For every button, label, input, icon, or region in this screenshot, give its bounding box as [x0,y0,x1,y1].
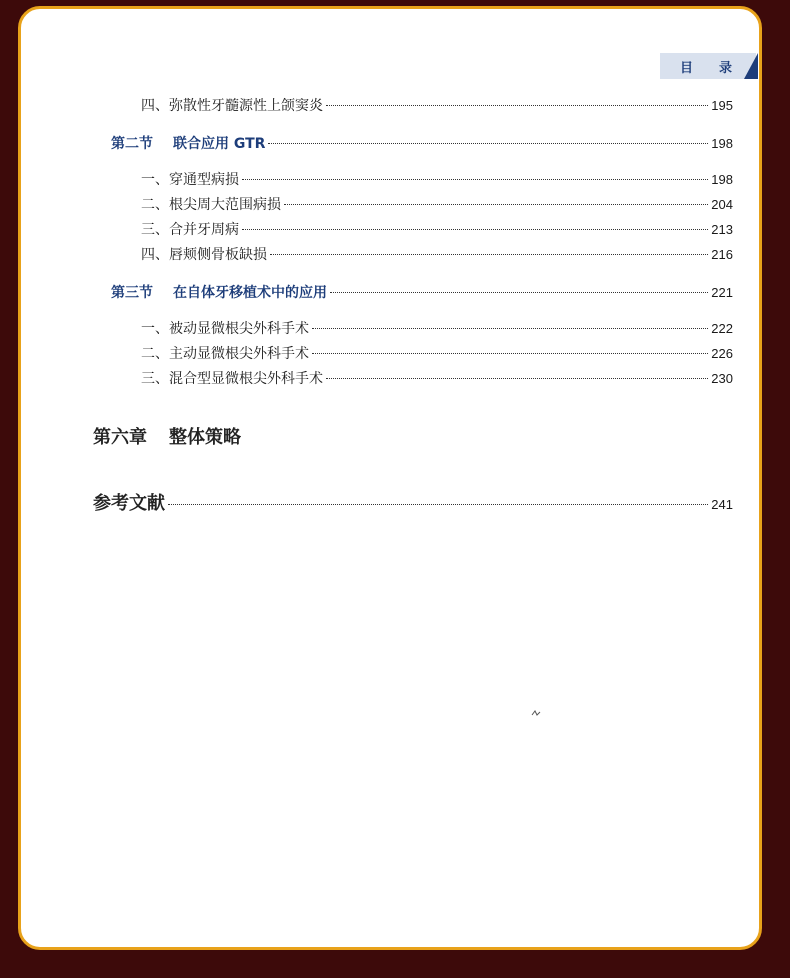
section-title: 在自体牙移植术中的应用 [173,285,327,301]
toc-entry [141,343,733,363]
chapter-title: 整体策略 [169,427,241,448]
references-label: 参考文献 [93,493,165,514]
dot-leader [284,204,708,205]
dot-leader [268,143,708,144]
toc-entry-page: 198 [711,136,733,151]
toc-entry [141,95,733,115]
dot-leader [242,229,708,230]
header-char-2: 录 [719,61,735,76]
chapter-heading [93,423,241,449]
toc-entry [141,169,733,189]
toc-entry-page: 216 [711,247,733,262]
toc-entry [141,368,733,388]
dot-leader [330,292,708,293]
toc-entry-label: 四、唇颊侧骨板缺损 [141,247,267,263]
toc-entry-page: 213 [711,222,733,237]
toc-section-entry [111,282,733,302]
dot-leader [242,179,708,180]
section-number: 第三节 [111,285,153,301]
toc-entry [141,318,733,338]
dot-leader [326,105,708,106]
section-title: 联合应用 GTR [173,136,266,152]
toc-entry-page: 221 [711,285,733,300]
toc-entry-page: 222 [711,321,733,336]
header-title [680,57,734,76]
toc-entry-label: 三、混合型显微根尖外科手术 [141,371,323,387]
toc-entry-label: 四、弥散性牙髓源性上颌窦炎 [141,98,323,114]
section-number: 第二节 [111,136,153,152]
toc-entry-label: 三、合并牙周病 [141,222,239,238]
toc-entry-label: 二、主动显微根尖外科手术 [141,346,309,362]
toc-header-tab [660,53,758,79]
toc-entry-label: 二、根尖周大范围病损 [141,197,281,213]
toc-entry [141,244,733,264]
toc-section-entry [111,133,733,153]
toc-entry-page: 204 [711,197,733,212]
toc-entry-page: 198 [711,172,733,187]
document-page [18,6,762,950]
toc-entry-label: 一、被动显微根尖外科手术 [141,321,309,337]
dot-leader [270,254,708,255]
toc-entry-page: 241 [711,497,733,512]
toc-entry-page: 195 [711,98,733,113]
dot-leader [326,378,708,379]
dot-leader [312,353,708,354]
dot-leader [312,328,708,329]
toc-entry-label: 一、穿通型病损 [141,172,239,188]
references-entry [93,489,733,515]
toc-entry [141,194,733,214]
header-triangle-mark [744,53,758,79]
chapter-number: 第六章 [93,427,147,448]
stray-ink-mark [531,709,541,719]
dot-leader [168,504,708,505]
toc-entry-page: 226 [711,346,733,361]
toc-entry-page: 230 [711,371,733,386]
toc-entry [141,219,733,239]
header-char-1: 目 [680,61,696,76]
